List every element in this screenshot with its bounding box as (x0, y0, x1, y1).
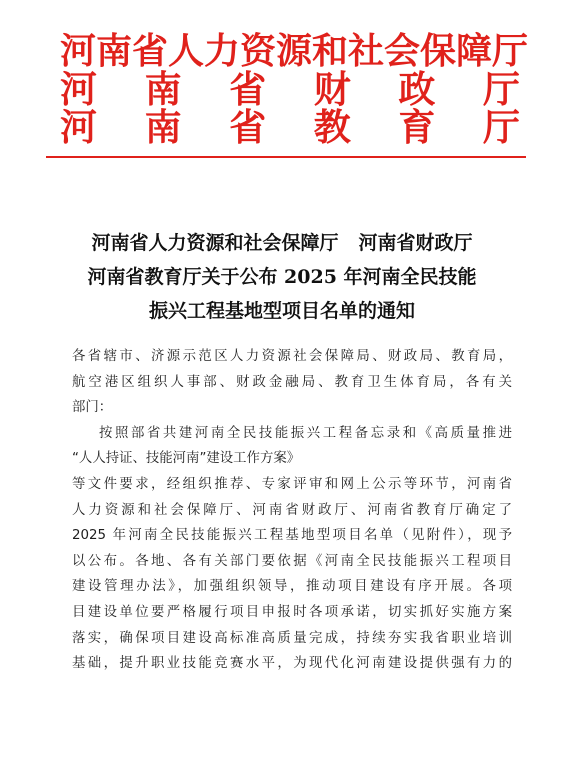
body-line: 以公布。各地、各有关部门要依据《河南全民技能振兴工程项目 (72, 553, 512, 569)
title-line-1-part-b: 河南省财政厅 (358, 232, 473, 254)
letterhead-divider (46, 156, 526, 158)
body-paragraph (72, 421, 512, 677)
body-line: 建设管理办法》，加强组织领导，推动项目建设有序开展。各项 (72, 579, 512, 595)
title-line-1 (40, 226, 524, 260)
document-title (40, 226, 524, 328)
letterhead-line-3 (60, 105, 520, 149)
letterhead-char: 育 (398, 105, 436, 149)
salutation (72, 344, 512, 421)
body-line: 人力资源和社会保障厅、河南省财政厅、河南省教育厅确定了 (72, 502, 512, 518)
letterhead-char: 南 (144, 105, 182, 149)
body-line: 2025 年河南全民技能振兴工程基地型项目名单（见附件），现予 (72, 528, 512, 544)
letterhead-char: 政 (398, 67, 436, 111)
salutation-line-3: 部门： (72, 400, 113, 416)
body-line: 按照部省共建河南全民技能振兴工程备忘录和《高质量推进 (99, 425, 512, 441)
letterhead-char: 财 (313, 67, 351, 111)
letterhead-char: 河 (60, 67, 97, 111)
letterhead-line-2 (60, 67, 520, 111)
title-line-3: 振兴工程基地型项目名单的通知 (148, 300, 415, 322)
letterhead-char: 厅 (482, 105, 520, 149)
document-body (72, 344, 512, 677)
letterhead-char: 省 (229, 67, 267, 111)
letterhead-char: 河 (60, 105, 97, 149)
body-line: 目建设单位要严格履行项目申报时各项承诺，切实抓好实施方案 (72, 604, 512, 620)
body-line: 等文件要求，经组织推荐、专家评审和网上公示等环节，河南省 (72, 476, 512, 492)
letterhead-line-1: 河南省人力资源和社会保障厅 (60, 30, 529, 72)
title-line-2: 河南省教育厅关于公布 2025 年河南全民技能 (87, 266, 477, 288)
letterhead-char: 教 (313, 105, 351, 149)
letterhead-char: 厅 (482, 67, 520, 111)
letterhead-char: 南 (144, 67, 182, 111)
salutation-line-2: 航空港区组织人事部、财政金融局、教育卫生体育局，各有关 (72, 374, 512, 390)
letterhead (60, 30, 529, 149)
salutation-line-1: 各省辖市、济源示范区人力资源社会保障局、财政局、教育局， (72, 349, 512, 364)
letterhead-char: 省 (229, 105, 267, 149)
body-line: 基础，提升职业技能竞赛水平，为现代化河南建设提供强有力的 (72, 656, 512, 672)
body-line: “人人持证、技能河南”建设工作方案》 (72, 451, 301, 467)
title-line-1-part-a: 河南省人力资源和社会保障厅 (91, 232, 339, 254)
body-line: 落实，确保项目建设高标准高质量完成，持续夯实我省职业培训 (72, 630, 512, 646)
